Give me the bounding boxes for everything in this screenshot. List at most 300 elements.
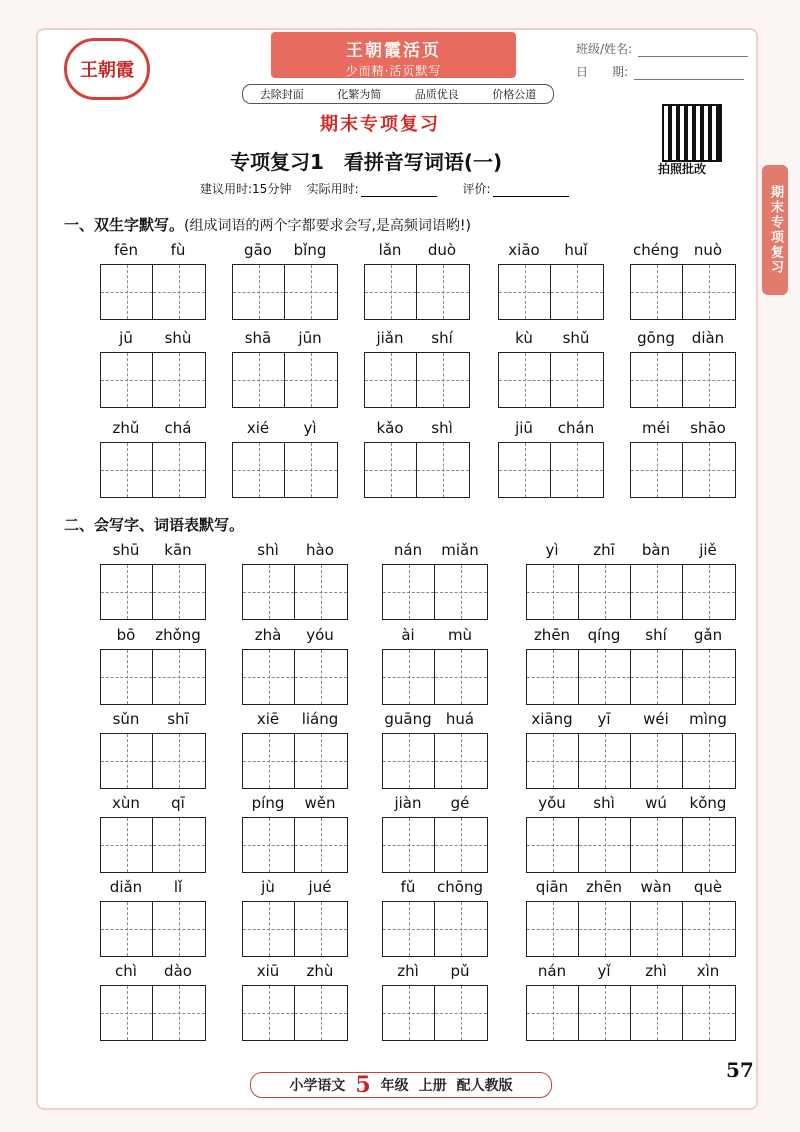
word-item [498, 418, 604, 498]
pinyin-row [382, 625, 488, 645]
tian-zi-box[interactable] [683, 986, 735, 1040]
word-item [232, 328, 338, 408]
pinyin-row [100, 877, 206, 897]
pinyin-row [382, 961, 488, 981]
tian-zi-box[interactable] [551, 443, 603, 497]
tian-zi-box[interactable] [101, 265, 153, 319]
pinyin-syllable: fù [170, 241, 186, 259]
tian-zi-box[interactable] [153, 650, 205, 704]
pinyin-syllable: chán [557, 419, 595, 437]
word-item [526, 877, 736, 957]
tian-zi-box[interactable] [233, 443, 285, 497]
tian-zi-box[interactable] [383, 902, 435, 956]
word-item [382, 625, 488, 705]
pinyin-row [498, 240, 604, 260]
writing-boxes [100, 442, 206, 498]
pinyin-syllable: sǔn [112, 710, 140, 728]
word-item [242, 877, 348, 957]
tian-zi-box[interactable] [683, 443, 735, 497]
pinyin-syllable: zhǔ [112, 419, 140, 437]
pinyin-row [364, 418, 470, 438]
tian-zi-box[interactable] [153, 565, 205, 619]
writing-boxes [100, 817, 206, 873]
pinyin-row [242, 625, 348, 645]
tian-zi-box[interactable] [153, 734, 205, 788]
pinyin-syllable: dào [164, 962, 192, 980]
pinyin-syllable: nuò [693, 241, 723, 259]
word-item [242, 709, 348, 789]
pinyin-row [526, 625, 736, 645]
pinyin-syllable: què [693, 878, 723, 896]
tian-zi-box[interactable] [435, 650, 487, 704]
pinyin-syllable: bō [116, 626, 136, 644]
pinyin-syllable: shù [164, 329, 192, 347]
pinyin-syllable: jūn [298, 329, 322, 347]
word-item [526, 709, 736, 789]
writing-boxes [242, 817, 348, 873]
word-item [100, 793, 206, 873]
header [56, 32, 756, 102]
pinyin-syllable: shī [167, 710, 189, 728]
writing-boxes [100, 901, 206, 957]
tian-zi-box[interactable] [153, 265, 205, 319]
word-item [630, 328, 736, 408]
tian-zi-box[interactable] [631, 353, 683, 407]
pinyin-row [630, 418, 736, 438]
word-item [100, 877, 206, 957]
tian-zi-box[interactable] [101, 818, 153, 872]
pinyin-syllable: kù [515, 329, 533, 347]
word-item [382, 961, 488, 1041]
tian-zi-box[interactable] [683, 734, 735, 788]
tian-zi-box[interactable] [551, 265, 603, 319]
pinyin-syllable: fēn [113, 241, 139, 259]
pinyin-syllable: qī [171, 794, 185, 812]
tian-zi-box[interactable] [153, 353, 205, 407]
tian-zi-box[interactable] [579, 902, 631, 956]
footer-grade-suffix: 年级 [380, 1078, 409, 1094]
pinyin-row [100, 793, 206, 813]
pinyin-syllable: huǐ [564, 241, 588, 259]
pinyin-syllable: lǎn [378, 241, 402, 259]
slogan: 去除封面 [259, 88, 304, 101]
pinyin-row [526, 540, 736, 560]
pinyin-row [100, 709, 206, 729]
tian-zi-box[interactable] [153, 986, 205, 1040]
writing-boxes [100, 649, 206, 705]
pinyin-syllable: yǐ [597, 962, 611, 980]
tian-zi-box[interactable] [683, 265, 735, 319]
evaluation-label: 评价: [462, 182, 491, 196]
word-item [498, 240, 604, 320]
footer-grade: 5 [355, 1072, 371, 1098]
tian-zi-box[interactable] [527, 565, 579, 619]
pinyin-syllable: jué [308, 878, 332, 896]
section-title: 期末专项复习 [320, 114, 440, 135]
word-item [382, 793, 488, 873]
pinyin-row [382, 709, 488, 729]
writing-boxes [526, 985, 736, 1041]
class-name-label: 班级/姓名: [576, 42, 633, 56]
pinyin-syllable: shāo [690, 419, 726, 437]
pinyin-syllable: qiān [535, 878, 569, 896]
word-item [382, 540, 488, 620]
writing-boxes [526, 817, 736, 873]
tian-zi-box[interactable] [631, 986, 683, 1040]
writing-boxes [242, 985, 348, 1041]
pinyin-syllable: kān [164, 541, 192, 559]
tian-zi-box[interactable] [527, 734, 579, 788]
tian-zi-box[interactable] [527, 902, 579, 956]
word-item [498, 328, 604, 408]
tian-zi-box[interactable] [295, 734, 347, 788]
tian-zi-box[interactable] [295, 565, 347, 619]
writing-boxes [382, 817, 488, 873]
pinyin-syllable: zhēn [533, 626, 571, 644]
pinyin-row [498, 328, 604, 348]
tian-zi-box[interactable] [683, 565, 735, 619]
word-item [630, 418, 736, 498]
pinyin-syllable: yì [303, 419, 317, 437]
slogan: 化繁为简 [337, 88, 382, 101]
class-name-field[interactable] [638, 42, 748, 57]
pinyin-syllable: chōng [437, 878, 483, 896]
pinyin-row [100, 540, 206, 560]
tian-zi-box[interactable] [295, 986, 347, 1040]
word-item [630, 240, 736, 320]
tian-zi-box[interactable] [383, 818, 435, 872]
writing-boxes [526, 901, 736, 957]
tian-zi-box[interactable] [683, 650, 735, 704]
tian-zi-box[interactable] [365, 265, 417, 319]
writing-boxes [382, 901, 488, 957]
tian-zi-box[interactable] [285, 265, 337, 319]
pinyin-syllable: kǒng [689, 794, 727, 812]
word-item [364, 328, 470, 408]
word-item [100, 240, 206, 320]
pinyin-syllable: qíng [587, 626, 621, 644]
pinyin-row [630, 328, 736, 348]
tian-zi-box[interactable] [153, 818, 205, 872]
pinyin-syllable: zhì [397, 962, 419, 980]
pinyin-syllable: chéng [632, 241, 679, 259]
pinyin-syllable: jū [119, 329, 133, 347]
pinyin-syllable: huá [445, 710, 475, 728]
tian-zi-box[interactable] [243, 734, 295, 788]
pinyin-syllable: wàn [640, 878, 672, 896]
tian-zi-box[interactable] [101, 734, 153, 788]
actual-time-field[interactable] [361, 182, 437, 197]
tian-zi-box[interactable] [579, 818, 631, 872]
pinyin-syllable: xié [246, 419, 270, 437]
pinyin-syllable: yóu [306, 626, 334, 644]
pinyin-syllable: yì [545, 541, 559, 559]
tian-zi-box[interactable] [243, 902, 295, 956]
writing-boxes [526, 649, 736, 705]
tian-zi-box[interactable] [631, 818, 683, 872]
pinyin-row [526, 877, 736, 897]
tian-zi-box[interactable] [499, 353, 551, 407]
brand-banner [271, 32, 516, 78]
tian-zi-box[interactable] [579, 650, 631, 704]
pinyin-syllable: yǒu [538, 794, 566, 812]
tian-zi-box[interactable] [233, 353, 285, 407]
pinyin-row [526, 793, 736, 813]
pinyin-syllable: zhà [254, 626, 282, 644]
tian-zi-box[interactable] [435, 818, 487, 872]
tian-zi-box[interactable] [579, 986, 631, 1040]
pinyin-row [382, 877, 488, 897]
tian-zi-box[interactable] [579, 565, 631, 619]
footer-badge [250, 1072, 552, 1098]
word-item [100, 328, 206, 408]
tian-zi-box[interactable] [579, 734, 631, 788]
word-item [100, 540, 206, 620]
evaluation-field[interactable] [493, 182, 569, 197]
pinyin-syllable: nán [537, 962, 567, 980]
pinyin-syllable: ài [401, 626, 415, 644]
word-item [232, 240, 338, 320]
tian-zi-box[interactable] [631, 902, 683, 956]
tian-zi-box[interactable] [153, 443, 205, 497]
tian-zi-box[interactable] [101, 565, 153, 619]
tian-zi-box[interactable] [243, 565, 295, 619]
pinyin-syllable: xiāng [531, 710, 573, 728]
tian-zi-box[interactable] [243, 986, 295, 1040]
pinyin-row [232, 240, 338, 260]
tian-zi-box[interactable] [527, 818, 579, 872]
word-item [526, 961, 736, 1041]
writing-boxes [100, 733, 206, 789]
writing-boxes [242, 649, 348, 705]
pinyin-row [242, 877, 348, 897]
writing-boxes [100, 352, 206, 408]
tian-zi-box[interactable] [631, 734, 683, 788]
tian-zi-box[interactable] [417, 353, 469, 407]
pinyin-syllable: shí [431, 329, 453, 347]
pinyin-syllable: liáng [301, 710, 339, 728]
time-meta [200, 180, 591, 197]
tian-zi-box[interactable] [499, 443, 551, 497]
slogan-bar [242, 84, 554, 104]
footer-edition: 配人教版 [456, 1078, 513, 1094]
tian-zi-box[interactable] [285, 353, 337, 407]
tian-zi-box[interactable] [631, 265, 683, 319]
brand-logo: 王朝霞 [64, 38, 150, 100]
pinyin-syllable: gé [450, 794, 470, 812]
writing-boxes [232, 264, 338, 320]
word-item [526, 625, 736, 705]
writing-boxes [630, 352, 736, 408]
pinyin-row [526, 961, 736, 981]
pinyin-syllable: wéi [643, 710, 669, 728]
pinyin-syllable: shì [257, 541, 279, 559]
pinyin-syllable: jiě [699, 541, 717, 559]
writing-boxes [364, 264, 470, 320]
pinyin-syllable: zhù [306, 962, 334, 980]
pinyin-row [242, 793, 348, 813]
tian-zi-box[interactable] [527, 650, 579, 704]
pinyin-row [526, 709, 736, 729]
tian-zi-box[interactable] [285, 443, 337, 497]
word-item [242, 793, 348, 873]
pinyin-syllable: kǎo [376, 419, 404, 437]
tian-zi-box[interactable] [101, 986, 153, 1040]
pinyin-syllable: bàn [641, 541, 671, 559]
tian-zi-box[interactable] [101, 353, 153, 407]
pinyin-syllable: chì [115, 962, 137, 980]
footer-subject: 小学语文 [289, 1078, 346, 1094]
tian-zi-box[interactable] [435, 986, 487, 1040]
pinyin-syllable: wú [645, 794, 667, 812]
tian-zi-box[interactable] [243, 818, 295, 872]
pinyin-syllable: wěn [304, 794, 336, 812]
word-item [526, 540, 736, 620]
tian-zi-box[interactable] [631, 650, 683, 704]
word-item [526, 793, 736, 873]
writing-boxes [364, 442, 470, 498]
tian-zi-box[interactable] [383, 650, 435, 704]
writing-boxes [382, 649, 488, 705]
tian-zi-box[interactable] [101, 443, 153, 497]
pinyin-syllable: duò [427, 241, 457, 259]
writing-boxes [364, 352, 470, 408]
tian-zi-box[interactable] [295, 818, 347, 872]
part1-heading [64, 214, 471, 235]
writing-boxes [232, 442, 338, 498]
pinyin-syllable: xùn [112, 794, 140, 812]
word-item [100, 418, 206, 498]
part1-title: 一、双生字默写。 [64, 216, 185, 234]
writing-boxes [526, 564, 736, 620]
tian-zi-box[interactable] [631, 443, 683, 497]
tian-zi-box[interactable] [295, 902, 347, 956]
pinyin-syllable: gōng [637, 329, 675, 347]
tian-zi-box[interactable] [101, 650, 153, 704]
tian-zi-box[interactable] [383, 565, 435, 619]
writing-boxes [100, 564, 206, 620]
tian-zi-box[interactable] [551, 353, 603, 407]
pinyin-row [100, 240, 206, 260]
pinyin-row [100, 961, 206, 981]
tian-zi-box[interactable] [295, 650, 347, 704]
pinyin-syllable: miǎn [441, 541, 479, 559]
writing-boxes [100, 985, 206, 1041]
pinyin-row [100, 625, 206, 645]
tian-zi-box[interactable] [153, 902, 205, 956]
writing-boxes [498, 352, 604, 408]
word-item [232, 418, 338, 498]
qr-label: 拍照批改 [658, 162, 707, 176]
word-item [242, 625, 348, 705]
slogan: 品质优良 [414, 88, 459, 101]
footer-volume: 上册 [418, 1078, 447, 1094]
pinyin-row [100, 328, 206, 348]
part2-heading [64, 514, 244, 535]
pinyin-syllable: shǔ [562, 329, 590, 347]
date-label: 日 期: [576, 65, 629, 79]
writing-boxes [242, 901, 348, 957]
pinyin-syllable: mìng [689, 710, 727, 728]
pinyin-syllable: shí [645, 626, 667, 644]
page-number: 57 [726, 1058, 754, 1082]
tian-zi-box[interactable] [435, 734, 487, 788]
tian-zi-box[interactable] [417, 443, 469, 497]
part1-note: (组成词语的两个字都要求会写,是高频词语哟!) [184, 218, 472, 234]
pinyin-syllable: jiǎn [376, 329, 404, 347]
pinyin-syllable: zhī [593, 541, 615, 559]
pinyin-syllable: méi [641, 419, 670, 437]
word-item [364, 240, 470, 320]
pinyin-syllable: jiàn [394, 794, 422, 812]
tian-zi-box[interactable] [631, 565, 683, 619]
banner-subtitle: 少而精·活页默写 [345, 64, 442, 78]
word-item [242, 540, 348, 620]
tian-zi-box[interactable] [435, 565, 487, 619]
word-item [382, 709, 488, 789]
pinyin-row [382, 793, 488, 813]
pinyin-row [232, 418, 338, 438]
tian-zi-box[interactable] [527, 986, 579, 1040]
word-item [100, 709, 206, 789]
qr-code[interactable] [662, 104, 722, 162]
pinyin-row [630, 240, 736, 260]
pinyin-syllable: xiē [256, 710, 280, 728]
tian-zi-box[interactable] [417, 265, 469, 319]
pinyin-syllable: jù [261, 878, 275, 896]
tian-zi-box[interactable] [365, 353, 417, 407]
tian-zi-box[interactable] [101, 902, 153, 956]
pinyin-syllable: shì [593, 794, 615, 812]
page-title: 专项复习1 看拼音写词语(一) [230, 150, 503, 174]
tian-zi-box[interactable] [683, 902, 735, 956]
tian-zi-box[interactable] [435, 902, 487, 956]
pinyin-syllable: shā [244, 329, 272, 347]
tian-zi-box[interactable] [243, 650, 295, 704]
tian-zi-box[interactable] [683, 353, 735, 407]
writing-boxes [242, 564, 348, 620]
pinyin-syllable: jiū [515, 419, 533, 437]
tian-zi-box[interactable] [233, 265, 285, 319]
writing-boxes [100, 264, 206, 320]
slogan: 价格公道 [492, 88, 537, 101]
pinyin-syllable: diàn [691, 329, 725, 347]
pinyin-syllable: hào [306, 541, 334, 559]
pinyin-row [364, 328, 470, 348]
pinyin-row [364, 240, 470, 260]
word-item [100, 625, 206, 705]
tian-zi-box[interactable] [383, 986, 435, 1040]
writing-boxes [630, 442, 736, 498]
tian-zi-box[interactable] [499, 265, 551, 319]
writing-boxes [232, 352, 338, 408]
pinyin-syllable: shì [431, 419, 453, 437]
pinyin-syllable: gāo [244, 241, 272, 259]
pinyin-syllable: yī [597, 710, 611, 728]
tian-zi-box[interactable] [365, 443, 417, 497]
writing-boxes [382, 733, 488, 789]
tian-zi-box[interactable] [383, 734, 435, 788]
side-tab: 期末专项复习 [762, 165, 788, 295]
writing-boxes [242, 733, 348, 789]
pinyin-syllable: zhēn [585, 878, 623, 896]
pinyin-row [382, 540, 488, 560]
writing-boxes [498, 442, 604, 498]
writing-boxes [630, 264, 736, 320]
tian-zi-box[interactable] [683, 818, 735, 872]
date-field[interactable] [634, 65, 744, 80]
pinyin-syllable: xiū [256, 962, 280, 980]
